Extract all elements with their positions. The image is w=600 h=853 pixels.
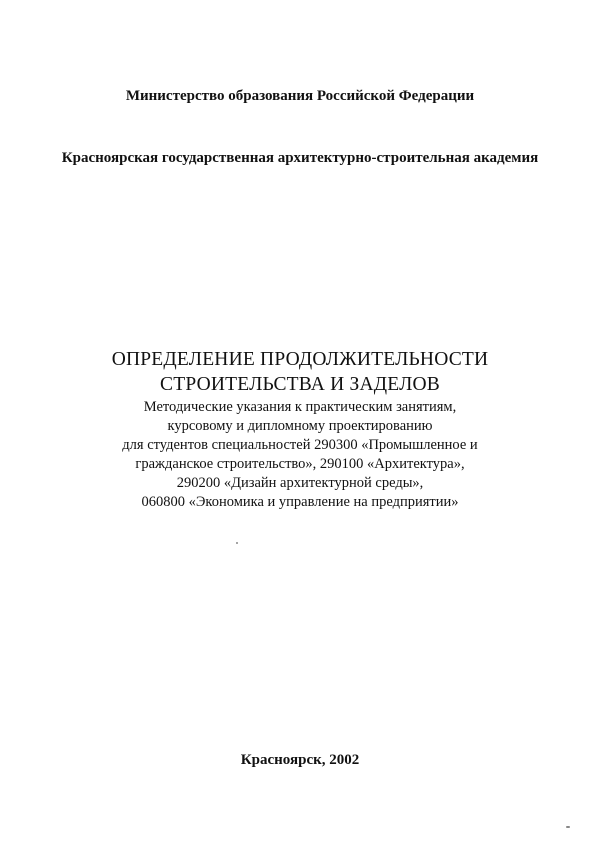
scan-speck — [566, 826, 570, 828]
subtitle-line: для студентов специальностей 290300 «Промышленное и — [122, 437, 478, 453]
city-year: Красноярск, 2002 — [240, 752, 360, 768]
scan-speck — [236, 542, 238, 544]
subtitle-line: курсовому и дипломному проектированию — [167, 418, 433, 434]
subtitle-line: 290200 «Дизайн архитектурной среды», — [176, 475, 424, 491]
document-subtitle — [0, 398, 600, 512]
ministry-heading: Министерство образования Российской Федерации — [125, 88, 475, 104]
title-line: ОПРЕДЕЛЕНИЕ ПРОДОЛЖИТЕЛЬНОСТИ — [111, 349, 489, 370]
title-line: СТРОИТЕЛЬСТВА И ЗАДЕЛОВ — [160, 374, 440, 395]
subtitle-line: Методические указания к практическим занятиям, — [143, 399, 457, 415]
document-title — [0, 347, 600, 397]
subtitle-line: гражданское строительство», 290100 «Архитектура», — [135, 456, 465, 472]
academy-heading: Красноярская государственная архитектурно-строительная академия — [61, 150, 539, 166]
subtitle-line: 060800 «Экономика и управление на предприятии» — [141, 494, 459, 510]
